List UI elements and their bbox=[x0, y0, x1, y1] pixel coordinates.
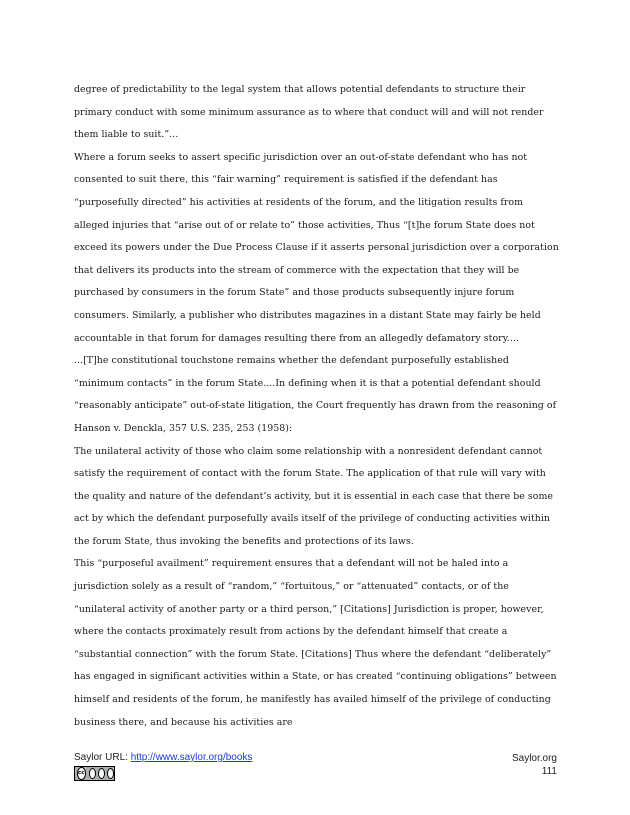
creative-commons-license-icon[interactable] bbox=[74, 766, 115, 781]
footer-url-label: Saylor URL: bbox=[74, 752, 131, 763]
footer-site: Saylor.org bbox=[511, 753, 557, 764]
cc-icon: cc bbox=[77, 767, 86, 780]
attribution-icon bbox=[89, 768, 96, 779]
page-number: 111 bbox=[541, 766, 557, 777]
body-text bbox=[74, 79, 560, 734]
paragraph-3: ...[T]he constitutional touchstone remains whether the defendant purposefully established “minimum contacts” in the forum State....In defining when it is that a potential defendant should “reasonably anticipate” out-of-state litigation, the Court frequently has drawn from the reasoning of Hanson v. Denckla, 357 U.S. 235, 253 (1958): bbox=[74, 355, 557, 434]
paragraph-1: degree of predictability to the legal system that allows potential defendants to structure their primary conduct with some minimum assurance as to where that conduct will and will not render them liable to suit.”... bbox=[74, 84, 544, 141]
noncommercial-icon bbox=[98, 768, 105, 779]
paragraph-2: Where a forum seeks to assert specific jurisdiction over an out-of-state defendant who has not consented to suit there, this “fair warning” requirement is satisfied if the defendant has “purposefully directed” his activities at residents of the forum, and the litigation results from alleged injuries that “arise out of or relate to” those activities, Thus “[t]he forum State does not exceed its powers under the Due Process Clause if it asserts personal jurisdiction over a corporation that delivers its products into the stream of commerce with the expectation that they will be purchased by consumers in the forum State” and those products subsequently injure forum consumers. Similarly, a publisher who distributes magazines in a distant State may fairly be held accountable in that forum for damages resulting there from an allegedly defamatory story.... bbox=[74, 151, 559, 344]
sharealike-icon bbox=[107, 768, 114, 779]
saylor-books-link[interactable]: http://www.saylor.org/books bbox=[130, 752, 253, 763]
footer-right bbox=[512, 752, 557, 778]
footer-url bbox=[74, 752, 252, 763]
paragraph-5: This “purposeful availment” requirement ensures that a defendant will not be haled into a jurisdiction solely as a result of “random,” “fortuitous,” or “attenuated” contacts, or of the “unilateral activity of another party or a third person,” [Citations] Jurisdiction is proper, however, where the contacts proximately result from actions by the defendant himself that create a “substantial connection” with the forum State. [Citations] Thus where the defendant “deliberately” has engaged in significant activities within a State, or has created “continuing obligations” between himself and residents of the forum, he manifestly has availed himself of the privilege of conducting business there, and because his activities are bbox=[74, 558, 557, 728]
paragraph-4: The unilateral activity of those who claim some relationship with a nonresident defendant cannot satisfy the requirement of contact with the forum State. The application of that rule will vary with the quality and nature of the defendant’s activity, but it is essential in each case that there be some act by which the defendant purposefully avails itself of the privilege of conducting activities within the forum State, thus invoking the benefits and protections of its laws. bbox=[74, 445, 554, 547]
